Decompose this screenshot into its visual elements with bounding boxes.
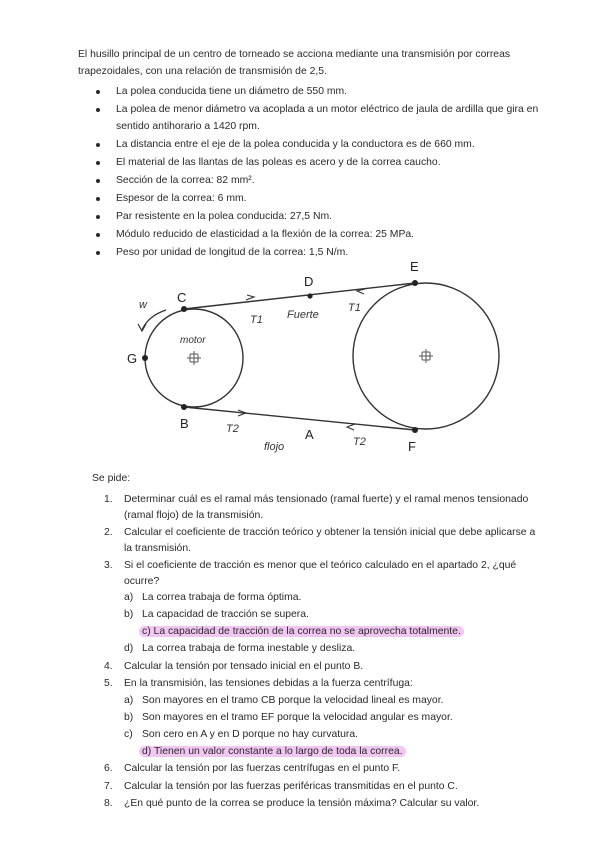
center-cross-icon — [187, 351, 201, 365]
question-2 — [100, 525, 540, 556]
motor-annotation: motor — [180, 335, 206, 346]
options-list — [124, 590, 540, 657]
label-a: A — [305, 427, 314, 442]
t2-left-annotation: T2 — [226, 423, 239, 435]
question-text: Calcular el coeficiente de tracción teórico y obtener la tensión inicial que debe aplicarse a la transmisión. — [124, 527, 536, 554]
option-item — [124, 693, 540, 709]
questions-list — [100, 492, 540, 814]
option-letter: b) — [124, 609, 134, 620]
data-list — [92, 84, 542, 263]
options-list — [124, 693, 540, 760]
point-b — [181, 404, 187, 410]
point-c — [181, 306, 187, 312]
data-item: Peso por unidad de longitud de la correa: 1,5 N/m. — [92, 245, 542, 262]
option-letter: d) — [124, 643, 134, 654]
omega-annotation: w — [139, 299, 147, 311]
question-text: Si el coeficiente de tracción es menor que el teórico calculado en el apartado 2, ¿qué ocurre? — [124, 560, 517, 587]
belt-drive-diagram — [100, 250, 520, 465]
center-cross-icon — [419, 349, 433, 363]
question-7 — [100, 779, 540, 795]
option-item-highlighted — [124, 744, 540, 760]
label-c: C — [177, 290, 187, 305]
question-number: 3. — [104, 560, 113, 571]
option-text: La capacidad de tracción se supera. — [142, 609, 309, 620]
question-text: Calcular la tensión por las fuerzas periféricas transmitidas en el punto C. — [124, 780, 458, 792]
fuerte-annotation: Fuerte — [287, 309, 319, 321]
belt-direction-arrow-icon — [347, 424, 355, 430]
se-pide-heading: Se pide: — [92, 473, 131, 484]
intro-paragraph: El husillo principal de un centro de torneado se acciona mediante una transmisión por correas trapezoidales, con una relación de transmisión de 2,5. — [78, 49, 511, 77]
question-5 — [100, 676, 540, 759]
t2-right-annotation: T2 — [353, 436, 366, 448]
label-d: D — [304, 274, 314, 289]
highlight-mark — [139, 626, 464, 637]
data-item: La polea conducida tiene un diámetro de 550 mm. — [92, 84, 542, 101]
question-number: 6. — [104, 763, 113, 774]
question-number: 8. — [104, 798, 113, 809]
data-item: La distancia entre el eje de la polea conducida y la conductora es de 660 mm. — [92, 137, 542, 154]
option-letter: c) — [124, 728, 133, 740]
point-g — [142, 355, 148, 361]
question-text: Calcular la tensión por las fuerzas centrífugas en el punto F. — [124, 763, 401, 774]
option-letter: d) — [142, 745, 152, 757]
question-3 — [100, 558, 540, 657]
belt-direction-arrow-icon — [246, 295, 254, 300]
option-item — [124, 710, 540, 726]
data-item: Par resistente en la polea conducida: 27,5 Nm. — [92, 209, 542, 226]
point-d — [307, 293, 312, 298]
option-text: La correa trabaja de forma óptima. — [142, 592, 302, 603]
question-4 — [100, 659, 540, 675]
belt-lower-span — [184, 407, 415, 430]
t1-left-annotation: T1 — [250, 314, 263, 326]
option-item — [124, 727, 540, 743]
question-text: Determinar cuál es el ramal más tensionado (ramal fuerte) y el ramal menos tensionado (ramal flojo) de la transmisión. — [124, 494, 529, 521]
question-number: 2. — [104, 527, 113, 538]
question-8 — [100, 796, 540, 812]
option-letter: b) — [124, 711, 134, 723]
question-text: ¿En qué punto de la correa se produce la tensión máxima? Calcular su valor. — [124, 798, 480, 809]
option-text: Son cero en A y en D porque no hay curvatura. — [142, 728, 359, 740]
question-1 — [100, 492, 540, 523]
point-e — [412, 280, 418, 286]
option-text: Son mayores en el tramo EF porque la velocidad angular es mayor. — [142, 711, 453, 723]
question-number: 4. — [104, 660, 113, 672]
option-text: Tienen un valor constante a lo largo de toda la correa. — [153, 745, 403, 757]
rotation-arrowhead-icon — [138, 324, 146, 331]
label-e: E — [410, 259, 419, 274]
option-letter: c) — [142, 626, 151, 637]
data-item: Sección de la correa: 82 mm². — [92, 173, 542, 190]
option-letter: a) — [124, 694, 134, 706]
point-f — [412, 427, 418, 433]
question-number: 5. — [104, 678, 113, 689]
option-item — [124, 607, 540, 623]
option-text: Son mayores en el tramo CB porque la velocidad lineal es mayor. — [142, 694, 444, 706]
highlight-mark — [139, 746, 406, 757]
option-letter: a) — [124, 592, 134, 603]
question-number: 7. — [104, 780, 113, 792]
label-f: F — [408, 439, 416, 454]
question-text: En la transmisión, las tensiones debidas a la fuerza centrífuga: — [124, 678, 413, 689]
question-6 — [100, 761, 540, 777]
flojo-annotation: flojo — [264, 441, 285, 453]
data-item: La polea de menor diámetro va acoplada a un motor eléctrico de jaula de ardilla que gira en sentido antihorario a 1420 rpm. — [92, 102, 542, 135]
t1-right-annotation: T1 — [348, 302, 361, 314]
data-item: Módulo reducido de elasticidad a la flexión de la correa: 25 MPa. — [92, 227, 542, 244]
belt-upper-span — [184, 283, 415, 309]
question-text: Calcular la tensión por tensado inicial en el punto B. — [124, 660, 364, 672]
option-text: La correa trabaja de forma inestable y desliza. — [142, 643, 356, 654]
option-item — [124, 641, 540, 657]
label-g: G — [127, 351, 138, 366]
data-item: Espesor de la correa: 6 mm. — [92, 191, 542, 208]
option-item-highlighted — [124, 624, 540, 640]
option-item — [124, 590, 540, 606]
label-b: B — [180, 416, 189, 431]
option-text: La capacidad de tracción de la correa no se aprovecha totalmente. — [153, 626, 461, 637]
question-number: 1. — [104, 494, 113, 505]
data-item: El material de las llantas de las poleas es acero y de la correa caucho. — [92, 155, 542, 172]
